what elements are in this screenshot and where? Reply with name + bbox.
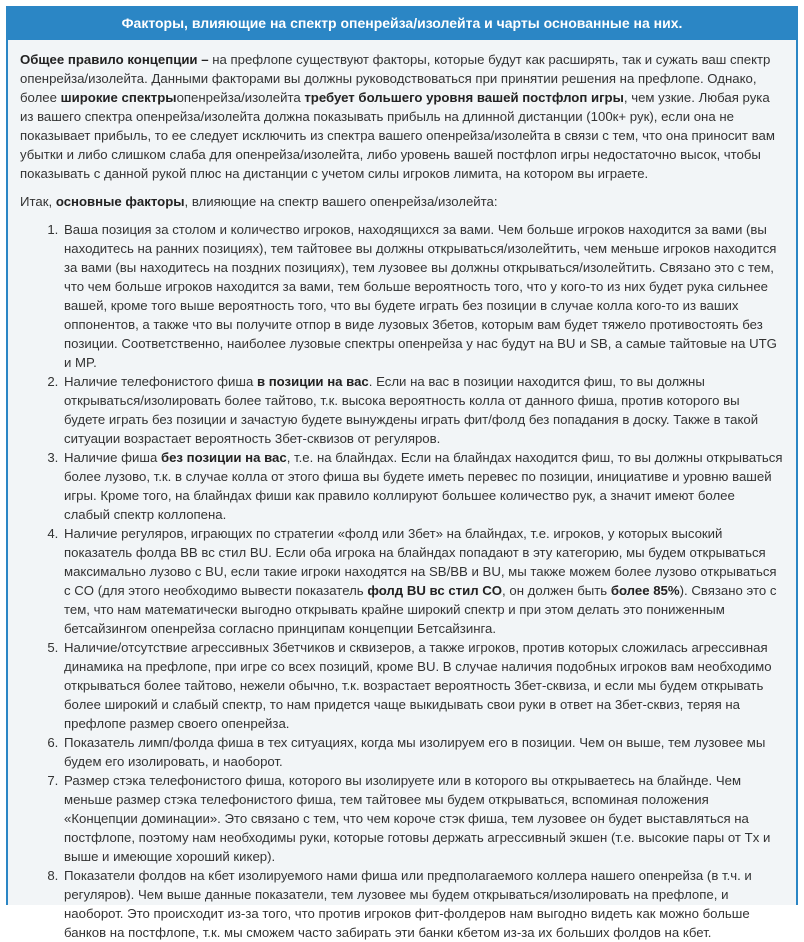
article-panel — [6, 6, 798, 940]
intro-text-3: , чем узкие. Любая рука из вашего спектра опенрейза/изолейта должна показывать прибыль на длинной дистанции (100к+ рук), если она не показывает прибыль, то ее следует исключить из спектра вашего опенрейза/изолейта в связи с тем, что она приносит вам убытки и либо слишком слаба для опенрейза/изолейта, либо уровень вашей постфлоп игры недостаточно высок, чтобы показывать с данной рукой плюс на дистанции с учетом силы игроков лимита, на котором вы играете. — [20, 90, 775, 181]
intro-paragraph — [20, 50, 784, 183]
intro-text-2: опенрейза/изолейта — [176, 90, 305, 105]
item-3-bold: без позиции на вас — [160, 450, 287, 465]
intro-bold-level: требует большего уровня вашей постфлоп игры — [304, 90, 624, 105]
lead-paragraph — [20, 192, 784, 211]
item-2-text: Наличие телефонистого фиша — [64, 374, 257, 389]
item-2-text-2: . Если на вас в позиции находится фиш, то вы должны открываться/изолировать более тайтово, т.к. высока вероятность колла от данного фиша, против которого вы будете играть без позиции и зачастую будете вынуждены играть фит/фолд без попадания в доску. Также в такой ситуации возрастает вероятность 3бет-сквизов от регуляров. — [64, 374, 759, 446]
item-3-text-2: , т.е. на блайндах. Если на блайндах находится фиш, то вы должны открываться более лузово, т.к. в случае колла от этого фиша вы будете иметь перевес по позиции, инициативе и уровню вашей игры. Кроме того, на блайндах фиши как правило коллируют большее количество рук, а значит имеют более слабый спектр коллопена. — [64, 450, 783, 522]
intro-bold-wide: широкие спектры — [60, 90, 177, 105]
item-4-text: Наличие регуляров, играющих по стратегии «фолд или 3бет» на блайндах, т.е. игроков, у которых высокий показатель фолда BB вс стил BU. Если оба игрока на блайндах попадают в эту категорию, мы будем открываться максимально лузово с BU, если такие игроки находятся на SB/BB и BU, мы также можем более лузово открываться с CO (для этого необходимо вывести показатель — [64, 526, 777, 598]
list-item-5 — [62, 638, 784, 733]
item-4-bold-1: фолд BU вс стил CO — [367, 583, 503, 598]
item-1-text: Ваша позиция за столом и количество игроков, находящихся за вами. Чем больше игроков находится за вами (вы находитесь на ранних позициях), тем тайтовее вы должны открываться/изолейтить, чем меньше игроков находится за вами (вы находитесь на поздних позициях), тем лузовее вы должны открываться/изолейтить. Связано это с тем, что чем больше игроков находится за вами, тем больше вероятность того, что у кого-то из них будет рука сильнее вашей, кроме того выше вероятность того, что вы будете играть без позиции в случае колла кого-то из ваших оппонентов, а также что вы получите отпор в виде лузовых 3бетов, которым вам будет тяжело противостоять без позиции. Соответственно, наиболее лузовые спектры опенрейза у нас будут на BU и SB, а самые тайтовые на UTG и MP. — [64, 222, 777, 370]
item-7-text: Размер стэка телефонистого фиша, которого вы изолируете или в которого вы открываетесь на блайнде. Чем меньше размер стэка телефонистого фиша, тем тайтовее мы будем открываться, вспоминая положения «Концепции доминации». Это связано с тем, что чем короче стэк фиша, тем лузовее он будет выставляться на постфлопе, поэтому нам необходимы руки, которые готовы держать агрессивный экшен (т.е. высокие пары от Tx и выше и имеющие хороший кикер). — [64, 773, 771, 864]
item-4-bold-2: более 85% — [610, 583, 680, 598]
factors-list — [20, 220, 784, 942]
list-item-2 — [62, 372, 784, 448]
item-4-text-2: , он должен быть — [502, 583, 611, 598]
list-item-1 — [62, 220, 784, 372]
item-2-bold: в позиции на вас — [256, 374, 369, 389]
list-item-3 — [62, 448, 784, 524]
item-4-text-3: ). Связано это с тем, что нам математически выгодно открывать крайне широкий спектр и при этом делать это пониженным бетсайзингом опенрейза согласно принципам концепции Бетсайзинга. — [64, 583, 777, 636]
intro-bold-rule: Общее правило концепции – — [20, 52, 209, 67]
list-item-6 — [62, 733, 784, 771]
lead-text-1: Итак, — [20, 194, 56, 209]
intro-text-1: на префлопе существуют факторы, которые будут как расширять, так и сужать ваш спектр опенрейза/изолейта. Данными факторами вы должны руководствоваться при принятии решения на префлопе. Однако, более — [20, 52, 771, 105]
item-6-text: Показатель лимп/фолда фиша в тех ситуациях, когда мы изолируем его в позиции. Чем он выше, тем лузовее мы будем его изолировать, и наоборот. — [64, 735, 766, 769]
item-8-text: Показатели фолдов на кбет изолируемого нами фиша или предполагаемого коллера нашего опенрейза (в т.ч. и регуляров). Чем выше данные показатели, тем лузовее мы будем открываться/изолировать на префлопе, и наоборот. Это происходит из-за того, что против игроков фит-фолдеров нам выгодно видеть как можно больше банков на постфлопе, т.к. мы сможем часто забирать эти банки кбетом из-за их больших фолдов на кбет. — [64, 868, 752, 940]
item-5-text: Наличие/отсутствие агрессивных 3бетчиков и сквизеров, а также игроков, против которых сложилась агрессивная динамика на префлопе, при игре со всех позиций, кроме BU. В случае наличия подобных игроков вам необходимо открываться более тайтово, нежели обычно, т.к. возрастает вероятность 3бет-сквиза, и если мы будем открывать более широкий и слабый спектр, то нам придется чаще выкидывать свои руки в ответ на 3бет-сквиз, теряя на префлопе размер своего опенрейза. — [64, 640, 772, 731]
lead-bold: основные факторы — [55, 194, 185, 209]
panel-title: Факторы, влияющие на спектр опенрейза/изолейта и чарты основанные на них. — [8, 8, 796, 40]
item-3-text: Наличие фиша — [64, 450, 161, 465]
lead-text-2: , влияющие на спектр вашего опенрейза/изолейта: — [184, 194, 498, 209]
list-item-7 — [62, 771, 784, 866]
list-item-8 — [62, 866, 784, 942]
article-body — [8, 40, 796, 942]
list-item-4 — [62, 524, 784, 638]
